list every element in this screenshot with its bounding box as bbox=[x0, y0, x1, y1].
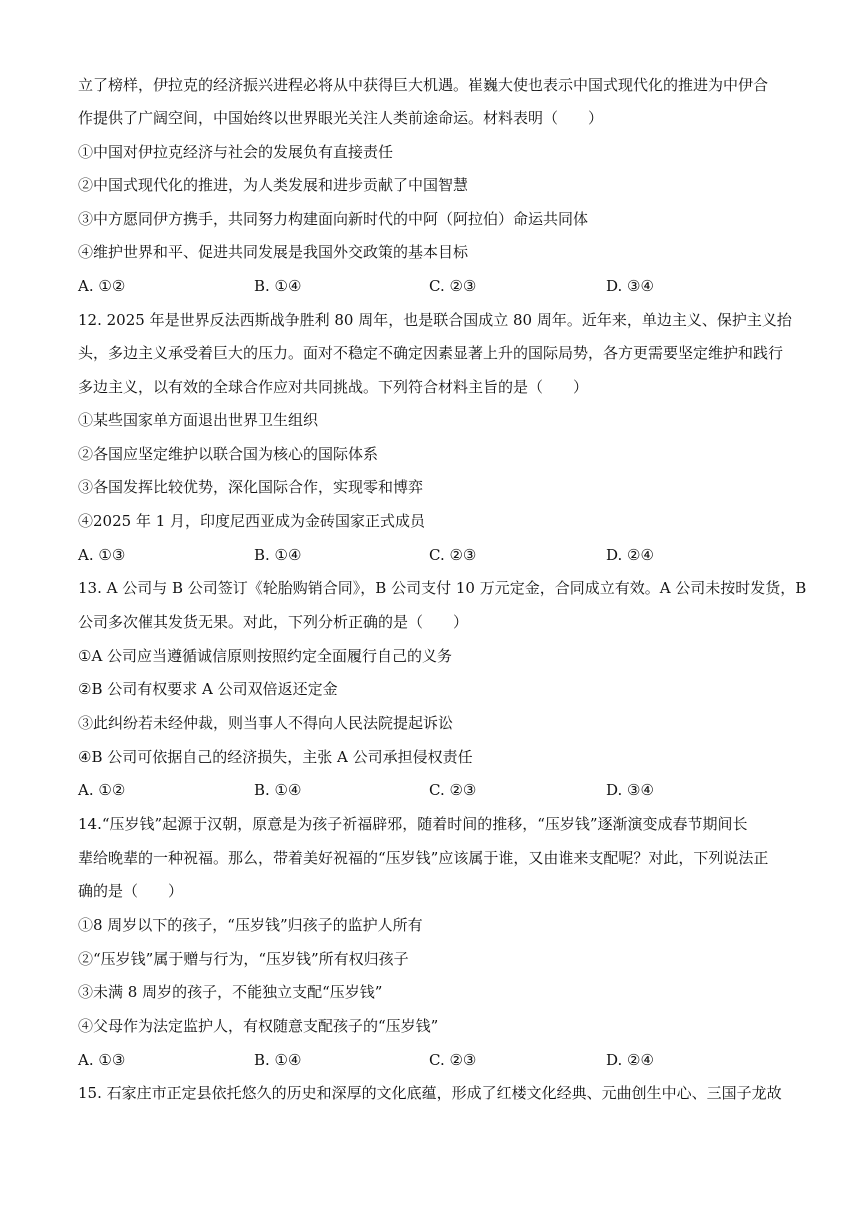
q14-choice-c: C. ②③ bbox=[429, 1051, 477, 1069]
q12-stem-line-1: 12. 2025 年是世界反法西斯战争胜利 80 周年，也是联合国成立 80 周年。近年来，单边主义、保护主义抬 bbox=[78, 311, 792, 329]
q11-statement-2: ②中国式现代化的推进，为人类发展和进步贡献了中国智慧 bbox=[78, 176, 469, 194]
q14-statement-1: ①8 周岁以下的孩子，“压岁钱”归孩子的监护人所有 bbox=[78, 916, 423, 934]
q13-statement-4: ④B 公司可依据自己的经济损失，主张 A 公司承担侵权责任 bbox=[78, 748, 473, 766]
q12-statement-1: ①某些国家单方面退出世界卫生组织 bbox=[78, 411, 319, 429]
q13-choice-a: A. ①② bbox=[78, 781, 126, 799]
q12-choice-b: B. ①④ bbox=[254, 546, 302, 564]
q12-statement-3: ③各国发挥比较优势，深化国际合作，实现零和博弈 bbox=[78, 478, 424, 496]
q11-stem-line-1: 立了榜样，伊拉克的经济振兴进程必将从中获得巨大机遇。崔巍大使也表示中国式现代化的推进为中伊合 bbox=[78, 76, 769, 94]
q12-stem-line-3: 多边主义，以有效的全球合作应对共同挑战。下列符合材料主旨的是（ ） bbox=[78, 378, 589, 396]
q13-stem-line-1: 13. A 公司与 B 公司签订《轮胎购销合同》，B 公司支付 10 万元定金，合同成立有效。A 公司未按时发货，B bbox=[78, 579, 807, 597]
q13-statement-3: ③此纠纷若未经仲裁，则当事人不得向人民法院提起诉讼 bbox=[78, 714, 454, 732]
q13-stem-line-2: 公司多次催其发货无果。对此，下列分析正确的是（ ） bbox=[78, 613, 469, 631]
q11-statement-4: ④维护世界和平、促进共同发展是我国外交政策的基本目标 bbox=[78, 243, 469, 261]
q14-statement-4: ④父母作为法定监护人，有权随意支配孩子的“压岁钱” bbox=[78, 1017, 439, 1035]
q13-choice-d: D. ③④ bbox=[606, 781, 654, 799]
q12-choice-a: A. ①③ bbox=[78, 546, 126, 564]
q14-stem-line-2: 辈给晚辈的一种祝福。那么，带着美好祝福的“压岁钱”应该属于谁，又由谁来支配呢？对此，下列说法正 bbox=[78, 849, 769, 867]
q12-choice-d: D. ②④ bbox=[606, 546, 654, 564]
q14-choice-d: D. ②④ bbox=[606, 1051, 654, 1069]
q12-statement-2: ②各国应坚定维护以联合国为核心的国际体系 bbox=[78, 445, 379, 463]
q11-choice-b: B. ①④ bbox=[254, 277, 302, 295]
q13-choice-b: B. ①④ bbox=[254, 781, 302, 799]
q14-choice-a: A. ①③ bbox=[78, 1051, 126, 1069]
q11-statement-3: ③中方愿同伊方携手，共同努力构建面向新时代的中阿（阿拉伯）命运共同体 bbox=[78, 210, 589, 228]
q13-statement-1: ①A 公司应当遵循诚信原则按照约定全面履行自己的义务 bbox=[78, 647, 453, 665]
q13-choice-c: C. ②③ bbox=[429, 781, 477, 799]
q11-choice-a: A. ①② bbox=[78, 277, 126, 295]
q11-choice-d: D. ③④ bbox=[606, 277, 654, 295]
q14-stem-line-3: 确的是（ ） bbox=[78, 882, 184, 900]
q13-statement-2: ②B 公司有权要求 A 公司双倍返还定金 bbox=[78, 680, 338, 698]
q14-statement-3: ③未满 8 周岁的孩子，不能独立支配“压岁钱” bbox=[78, 983, 383, 1001]
q12-stem-line-2: 头，多边主义承受着巨大的压力。面对不稳定不确定因素显著上升的国际局势，各方更需要坚定维护和践行 bbox=[78, 344, 784, 362]
q15-stem-line-1: 15. 石家庄市正定县依托悠久的历史和深厚的文化底蕴，形成了红楼文化经典、元曲创生中心、三国子龙故 bbox=[78, 1084, 782, 1102]
q12-statement-4: ④2025 年 1 月，印度尼西亚成为金砖国家正式成员 bbox=[78, 512, 426, 530]
q14-stem-line-1: 14.“压岁钱”起源于汉朝，原意是为孩子祈福辟邪，随着时间的推移，“压岁钱”逐渐演变成春节期间长 bbox=[78, 815, 748, 833]
q14-statement-2: ②“压岁钱”属于赠与行为，“压岁钱”所有权归孩子 bbox=[78, 950, 409, 968]
q11-statement-1: ①中国对伊拉克经济与社会的发展负有直接责任 bbox=[78, 143, 394, 161]
q14-choice-b: B. ①④ bbox=[254, 1051, 302, 1069]
q12-choice-c: C. ②③ bbox=[429, 546, 477, 564]
q11-choice-c: C. ②③ bbox=[429, 277, 477, 295]
q11-stem-line-2: 作提供了广阔空间，中国始终以世界眼光关注人类前途命运。材料表明（ ） bbox=[78, 109, 604, 127]
